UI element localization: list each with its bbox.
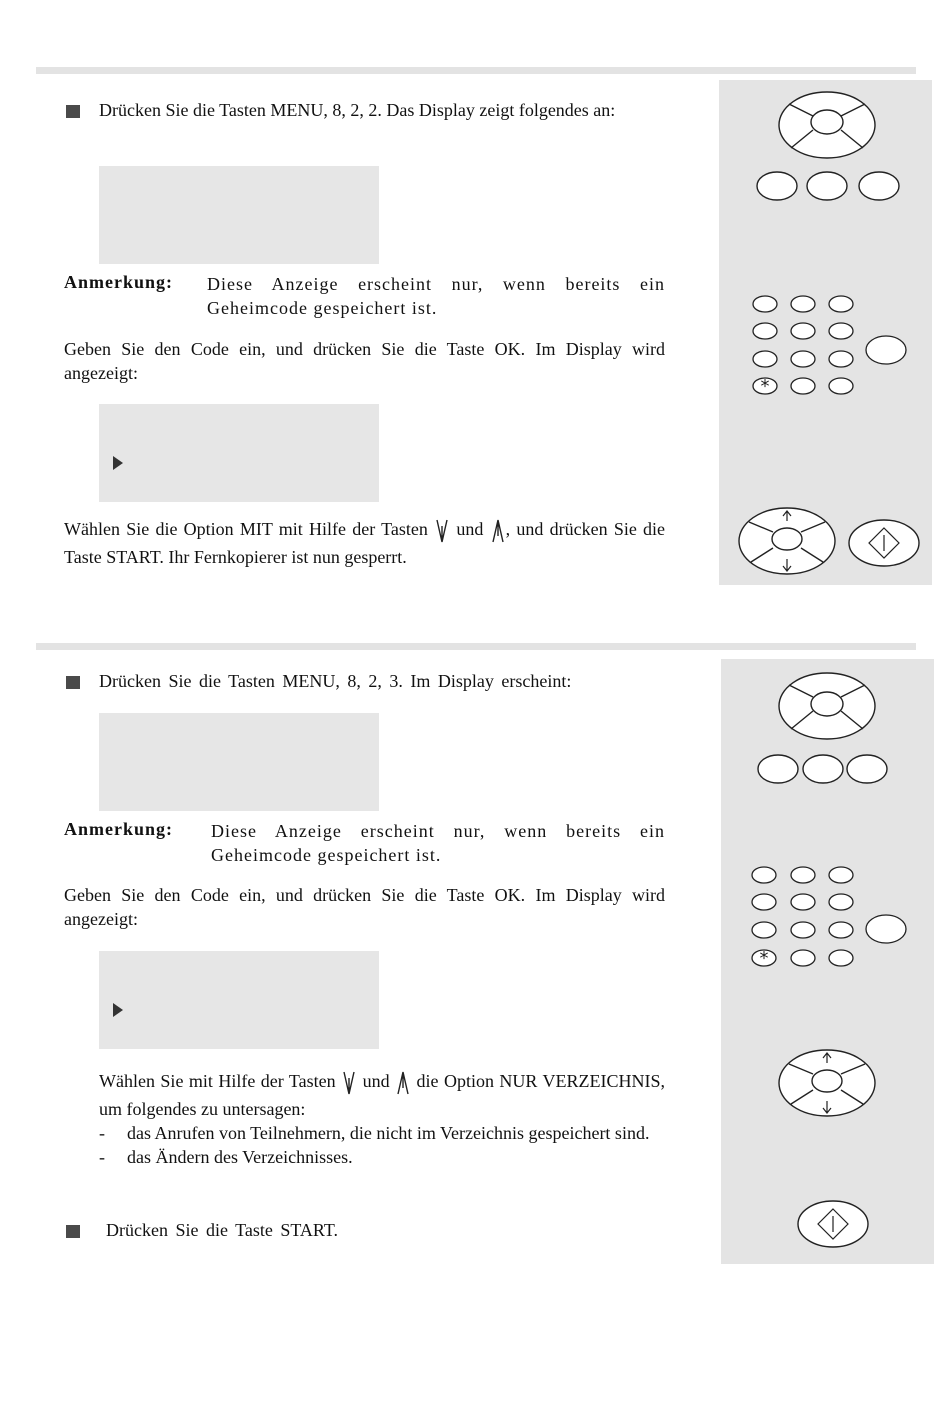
numeric-keypad-icon [753,296,906,394]
navigation-dial-icon [779,673,875,739]
step-text-menu-822: Drücken Sie die Tasten MENU, 8, 2, 2. Das Display zeigt folgendes an: [99,100,616,120]
choose-option-text [64,516,665,571]
function-keys-icon [758,755,887,783]
choose-text-start: Wählen Sie mit Hilfe der Tasten [99,1071,336,1091]
start-key-icon [798,1201,868,1247]
list-item: - das Anrufen von Teilnehmern, die nicht im Verzeichnis gespeichert sind. [99,1121,665,1145]
choose-text-and: und [456,519,484,539]
note-text: Diese Anzeige erscheint nur, wenn bereits ein Geheimcode gespeichert ist. [211,821,665,865]
step-bullet-icon [66,105,80,118]
choose-text-end: , und drücken Sie die Taste START. Ihr Fernkopierer ist nun gesperrt. [64,519,666,567]
star-key-icon: * [759,948,769,969]
function-keys-icon [757,172,899,200]
start-key-icon [849,520,919,566]
choose-text-start: Wählen Sie die Option MIT mit Hilfe der Tasten [64,519,428,539]
arrow-dial-icon [739,508,835,574]
navigation-dial-icon [779,92,875,158]
step-bullet-icon [66,676,80,689]
list-item: - das Ändern des Verzeichnisses. [99,1145,665,1169]
choose-text-end: die Option NUR VERZEICHNIS, um folgendes zu untersagen: [99,1071,666,1119]
final-step-text: Drücken Sie die Taste START. [106,1220,339,1240]
enter-code-text: Geben Sie den Code ein, und drücken Sie die Taste OK. Im Display wird angezeigt: [64,339,665,383]
display-screen-2 [99,404,379,502]
note-label: Anmerkung: [64,819,174,839]
cursor-arrow-icon [113,1003,123,1017]
step-bullet-icon [66,1225,80,1238]
restriction-list [99,1121,665,1169]
cursor-arrow-icon [113,456,123,470]
choose-option-text [99,1068,665,1123]
note-label: Anmerkung: [64,272,174,292]
enter-code-text: Geben Sie den Code ein, und drücken Sie die Taste OK. Im Display wird angezeigt: [64,885,665,929]
note-text: Diese Anzeige erscheint nur, wenn bereits ein Geheimcode gespeichert ist. [207,274,665,318]
arrow-down-icon [434,518,450,544]
device-keypad-panel-2 [721,659,934,1264]
section-divider-2 [36,643,916,650]
section-divider-1 [36,67,916,74]
display-screen-1 [99,166,379,264]
arrow-down-icon [341,1070,357,1096]
step-text-menu-823: Drücken Sie die Tasten MENU, 8, 2, 3. Im Display erscheint: [99,671,572,691]
display-screen-4 [99,951,379,1049]
arrow-dial-icon [779,1050,875,1116]
numeric-keypad-icon [752,867,906,966]
star-key-icon: * [760,376,770,397]
arrow-up-icon [490,518,506,544]
device-keypad-panel-1 [719,80,932,585]
display-screen-3 [99,713,379,811]
choose-text-and: und [362,1071,390,1091]
arrow-up-icon [395,1070,411,1096]
